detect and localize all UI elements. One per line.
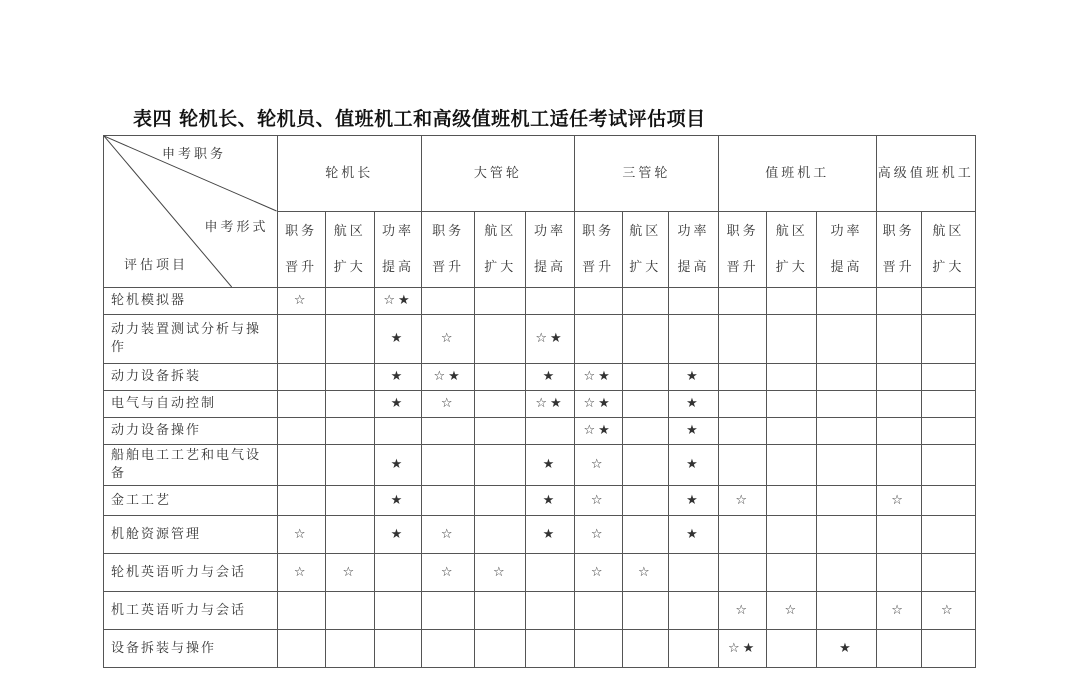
- assessment-cell: [767, 288, 817, 315]
- row-label: 轮机英语听力与会话: [104, 554, 278, 592]
- assessment-cell: [719, 516, 767, 554]
- assessment-cell: ★: [374, 364, 421, 391]
- assessment-cell: [921, 288, 975, 315]
- subcolumn-header-line1: 职务: [726, 223, 759, 239]
- subcolumn-header-line2: 晋升: [726, 259, 759, 275]
- assessment-cell: [526, 418, 574, 445]
- subcolumn-header-line2: 提高: [677, 259, 710, 275]
- subcolumn-header: [767, 212, 817, 288]
- table-row: [104, 486, 976, 516]
- assessment-cell: [876, 315, 921, 364]
- assessment-cell: [817, 592, 876, 630]
- assessment-cell: ☆: [422, 391, 475, 418]
- corner-eval-label: 评估项目: [124, 258, 189, 273]
- row-label: 电气与自动控制: [104, 391, 278, 418]
- assessment-cell: ☆: [574, 445, 622, 486]
- subcolumn-header-line2: 晋升: [432, 259, 465, 275]
- assessment-cell: ☆: [767, 592, 817, 630]
- assessment-cell: [767, 445, 817, 486]
- assessment-cell: ★: [668, 486, 718, 516]
- assessment-cell: [817, 364, 876, 391]
- row-label: 动力设备拆装: [104, 364, 278, 391]
- assessment-cell: [475, 516, 526, 554]
- subcolumn-header-line1: 航区: [629, 223, 662, 239]
- diagonal-header-cell: [104, 136, 278, 288]
- assessment-cell: [921, 630, 975, 668]
- assessment-cell: ★: [668, 418, 718, 445]
- assessment-cell: [719, 288, 767, 315]
- assessment-cell: ☆: [719, 486, 767, 516]
- assessment-cell: ☆: [325, 554, 374, 592]
- subcolumn-header: [719, 212, 767, 288]
- assessment-cell: [817, 391, 876, 418]
- assessment-cell: [719, 445, 767, 486]
- assessment-cell: [921, 391, 975, 418]
- subcolumn-header-line2: 扩大: [932, 259, 965, 275]
- assessment-cell: [422, 418, 475, 445]
- assessment-cell: ☆★: [574, 418, 622, 445]
- assessment-cell: [475, 364, 526, 391]
- assessment-cell: [668, 315, 718, 364]
- assessment-cell: ☆: [475, 554, 526, 592]
- assessment-cell: ★: [526, 516, 574, 554]
- assessment-cell: [817, 288, 876, 315]
- assessment-cell: ☆: [574, 554, 622, 592]
- assessment-cell: [817, 315, 876, 364]
- assessment-cell: [921, 315, 975, 364]
- subcolumn-header-line2: 扩大: [775, 259, 808, 275]
- table-row: [104, 315, 976, 364]
- subcolumn-header: [422, 212, 475, 288]
- assessment-cell: ★: [374, 391, 421, 418]
- assessment-cell: [817, 445, 876, 486]
- assessment-cell: [668, 630, 718, 668]
- subcolumn-header: [526, 212, 574, 288]
- row-label: 机工英语听力与会话: [104, 592, 278, 630]
- assessment-cell: [325, 288, 374, 315]
- assessment-cell: [876, 418, 921, 445]
- row-label: 机舱资源管理: [104, 516, 278, 554]
- assessment-cell: [668, 592, 718, 630]
- assessment-cell: ★: [374, 516, 421, 554]
- assessment-cell: ☆★: [719, 630, 767, 668]
- assessment-cell: ★: [374, 486, 421, 516]
- row-label: 设备拆装与操作: [104, 630, 278, 668]
- subcolumn-header-line1: 功率: [830, 223, 863, 239]
- assessment-cell: [325, 445, 374, 486]
- assessment-cell: [374, 592, 421, 630]
- assessment-cell: [422, 445, 475, 486]
- assessment-cell: ★: [668, 445, 718, 486]
- assessment-cell: [325, 630, 374, 668]
- assessment-cell: ☆★: [574, 391, 622, 418]
- assessment-cell: [526, 288, 574, 315]
- assessment-cell: [622, 288, 668, 315]
- assessment-cell: [876, 516, 921, 554]
- assessment-cell: [622, 516, 668, 554]
- subcolumn-header: [574, 212, 622, 288]
- assessment-cell: [622, 486, 668, 516]
- subcolumn-header-line1: 职务: [285, 223, 318, 239]
- assessment-cell: [574, 630, 622, 668]
- assessment-cell: [767, 364, 817, 391]
- subcolumn-header-line2: 提高: [830, 259, 863, 275]
- subcolumn-header: [475, 212, 526, 288]
- row-label: 动力装置测试分析与操作: [104, 315, 278, 364]
- assessment-cell: [622, 445, 668, 486]
- table-title: 表四 轮机长、轮机员、值班机工和高级值班机工适任考试评估项目: [133, 108, 706, 130]
- assessment-cell: [526, 592, 574, 630]
- assessment-cell: [422, 630, 475, 668]
- assessment-cell: ★: [374, 315, 421, 364]
- row-label: 船舶电工工艺和电气设备: [104, 445, 278, 486]
- table-row: [104, 418, 976, 445]
- assessment-cell: [817, 554, 876, 592]
- group-header-chief-engineer: 轮机长: [277, 136, 422, 212]
- subcolumn-header-line1: 职务: [582, 223, 615, 239]
- assessment-cell: [475, 315, 526, 364]
- assessment-cell: [622, 315, 668, 364]
- assessment-cell: [325, 592, 374, 630]
- assessment-cell: ☆: [921, 592, 975, 630]
- assessment-cell: [325, 486, 374, 516]
- assessment-cell: [817, 486, 876, 516]
- subcolumn-header: [668, 212, 718, 288]
- subcolumn-header-line2: 晋升: [582, 259, 615, 275]
- assessment-cell: [325, 516, 374, 554]
- subcolumn-header: [277, 212, 325, 288]
- table-row: [104, 391, 976, 418]
- subcolumn-header-line1: 职务: [432, 223, 465, 239]
- assessment-cell: [767, 315, 817, 364]
- table-row: [104, 445, 976, 486]
- assessment-cell: ★: [526, 445, 574, 486]
- assessment-cell: ★: [374, 445, 421, 486]
- table-row: [104, 516, 976, 554]
- subcolumn-header-line1: 航区: [484, 223, 517, 239]
- assessment-cell: [475, 418, 526, 445]
- assessment-cell: ★: [526, 486, 574, 516]
- assessment-cell: [277, 445, 325, 486]
- subcolumn-header: [622, 212, 668, 288]
- assessment-cell: [475, 391, 526, 418]
- assessment-cell: [668, 288, 718, 315]
- assessment-cell: [475, 486, 526, 516]
- subcolumn-header-line2: 晋升: [285, 259, 318, 275]
- assessment-cell: [622, 418, 668, 445]
- assessment-cell: [719, 418, 767, 445]
- assessment-cell: ☆: [574, 486, 622, 516]
- subcolumn-header: [325, 212, 374, 288]
- group-header-second-engineer: 大管轮: [422, 136, 575, 212]
- table-row: [104, 288, 976, 315]
- assessment-cell: ★: [817, 630, 876, 668]
- assessment-cell: [475, 445, 526, 486]
- subcolumn-header-line1: 功率: [381, 223, 414, 239]
- subcolumn-header: [374, 212, 421, 288]
- assessment-cell: [277, 315, 325, 364]
- assessment-cell: ☆: [719, 592, 767, 630]
- assessment-cell: ★: [668, 391, 718, 418]
- assessment-cell: [668, 554, 718, 592]
- assessment-cell: [374, 630, 421, 668]
- assessment-cell: ★: [668, 364, 718, 391]
- row-label: 金工工艺: [104, 486, 278, 516]
- assessment-cell: [876, 364, 921, 391]
- subcolumn-header-line2: 提高: [533, 259, 566, 275]
- group-header-engine-rating: 值班机工: [719, 136, 877, 212]
- assessment-cell: [876, 554, 921, 592]
- assessment-cell: [277, 418, 325, 445]
- assessment-cell: [921, 418, 975, 445]
- assessment-cell: [422, 288, 475, 315]
- subcolumn-header-line1: 功率: [533, 223, 566, 239]
- assessment-cell: [921, 364, 975, 391]
- assessment-cell: [325, 315, 374, 364]
- assessment-cell: [526, 554, 574, 592]
- assessment-cell: [526, 630, 574, 668]
- subcolumn-header-line2: 提高: [381, 259, 414, 275]
- assessment-cell: [277, 486, 325, 516]
- assessment-cell: [622, 630, 668, 668]
- assessment-cell: ☆: [422, 315, 475, 364]
- row-label: 动力设备操作: [104, 418, 278, 445]
- assessment-cell: [574, 288, 622, 315]
- assessment-cell: ★: [668, 516, 718, 554]
- assessment-cell: [767, 516, 817, 554]
- assessment-cell: [277, 630, 325, 668]
- assessment-cell: ☆: [277, 554, 325, 592]
- subcolumn-header-line1: 航区: [932, 223, 965, 239]
- subcolumn-header-line1: 航区: [333, 223, 366, 239]
- assessment-cell: [475, 288, 526, 315]
- assessment-cell: [325, 418, 374, 445]
- assessment-cell: [374, 554, 421, 592]
- group-header-senior-engine-rating: 高级值班机工: [876, 136, 975, 212]
- assessment-cell: [574, 592, 622, 630]
- assessment-cell: [921, 445, 975, 486]
- assessment-cell: [767, 554, 817, 592]
- assessment-cell: [422, 486, 475, 516]
- assessment-cell: [767, 418, 817, 445]
- assessment-cell: [622, 592, 668, 630]
- assessment-cell: [574, 315, 622, 364]
- assessment-cell: [622, 364, 668, 391]
- assessment-cell: ☆★: [574, 364, 622, 391]
- assessment-cell: ☆: [277, 516, 325, 554]
- assessment-cell: [921, 516, 975, 554]
- assessment-cell: ☆: [277, 288, 325, 315]
- assessment-cell: [876, 630, 921, 668]
- header-row-groups: [104, 136, 976, 212]
- subcolumn-header-line2: 扩大: [484, 259, 517, 275]
- assessment-cell: ☆★: [526, 391, 574, 418]
- assessment-cell: [277, 364, 325, 391]
- subcolumn-header-line1: 航区: [775, 223, 808, 239]
- assessment-cell: [876, 288, 921, 315]
- assessment-cell: ☆★: [422, 364, 475, 391]
- row-label: 轮机模拟器: [104, 288, 278, 315]
- assessment-cell: ☆: [876, 486, 921, 516]
- assessment-cell: ☆: [876, 592, 921, 630]
- assessment-cell: ☆: [574, 516, 622, 554]
- assessment-cell: [277, 592, 325, 630]
- assessment-cell: [325, 364, 374, 391]
- assessment-cell: [719, 315, 767, 364]
- assessment-cell: [719, 364, 767, 391]
- group-header-third-engineer: 三管轮: [574, 136, 718, 212]
- assessment-cell: [719, 391, 767, 418]
- table-row: [104, 554, 976, 592]
- assessment-cell: [475, 630, 526, 668]
- assessment-cell: [767, 486, 817, 516]
- assessment-cell: [921, 486, 975, 516]
- assessment-cell: ★: [526, 364, 574, 391]
- assessment-cell: [817, 516, 876, 554]
- assessment-cell: [767, 391, 817, 418]
- assessment-cell: [817, 418, 876, 445]
- corner-form-label: 申考形式: [204, 220, 269, 235]
- assessment-cell: [422, 592, 475, 630]
- table-row: [104, 364, 976, 391]
- assessment-cell: ☆: [422, 554, 475, 592]
- subcolumn-header: [876, 212, 921, 288]
- assessment-cell: [719, 554, 767, 592]
- subcolumn-header: [817, 212, 876, 288]
- subcolumn-header: [921, 212, 975, 288]
- assessment-cell: [767, 630, 817, 668]
- subcolumn-header-line1: 职务: [882, 223, 915, 239]
- subcolumn-header-line2: 晋升: [882, 259, 915, 275]
- corner-post-label: 申考职务: [162, 147, 227, 162]
- assessment-cell: ☆★: [374, 288, 421, 315]
- assessment-cell: ☆: [422, 516, 475, 554]
- subcolumn-header-line1: 功率: [677, 223, 710, 239]
- assessment-cell: ☆: [622, 554, 668, 592]
- assessment-cell: [876, 445, 921, 486]
- assessment-cell: [277, 391, 325, 418]
- assessment-cell: [921, 554, 975, 592]
- subcolumn-header-line2: 扩大: [333, 259, 366, 275]
- assessment-cell: [475, 592, 526, 630]
- assessment-cell: [325, 391, 374, 418]
- subcolumn-header-line2: 扩大: [629, 259, 662, 275]
- table-row: [104, 630, 976, 668]
- assessment-cell: [622, 391, 668, 418]
- assessment-cell: ☆★: [526, 315, 574, 364]
- table-row: [104, 592, 976, 630]
- assessment-table: [103, 135, 976, 668]
- assessment-cell: [876, 391, 921, 418]
- assessment-cell: [374, 418, 421, 445]
